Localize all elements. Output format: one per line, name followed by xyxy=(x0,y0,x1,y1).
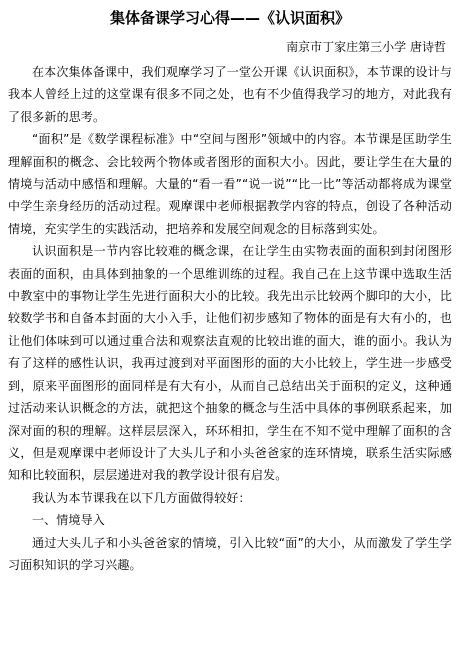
section-heading: 一、情境导入 xyxy=(32,513,105,528)
document-title: 集体备课学习心得——《认识面积》 xyxy=(109,9,350,27)
paragraph: 认识面积是一节内容比较难的概念课，在让学生由实物表面的面积到封闭图形表面的面积，由具体到抽象的一个思维训练的过程。我自己在上这节课中选取生活中教室中的事物让学生先进行面积大小的比较。我先出示比较两个脚印的大小，比较数学书和自备本封面的大小入手，让他们初步感知了物体的面是有大有小的，也让他们体味到可以通过重合法和观察法直观的比较出谁的面大，谁的面小。我认为有了这样的感性认识，我再过渡到对平面图形的面的大小比较上，学生进一步感受到，原来平面图形的面同样是有大有小，从而自己总结出关于面积的定义，这种通过活动来认识概念的方法，就把这个抽象的概念与生活中具体的事例联系起来，加深对面的积的理解。这样层层深入，环环相扣，学生在不知不觉中理解了面积的含义，但是观摩课中老师设计了大头儿子和小头爸爸家的连环情境，联系生活实际感知和比较面积，层层递进对我的教学设计很有启发。 xyxy=(8,244,452,483)
paragraph: 通过大头儿子和小头爸爸家的情境，引入比较“面”的大小，从而激发了学生学习面积知识的学习兴趣。 xyxy=(8,535,452,572)
paragraph: 在本次集体备课中，我们观摩学习了一堂公开课《认识面积》，本节课的设计与我本人曾经上过的这堂课有很多不同之处，也有不少值得我学习的地方，对此我有了很多新的思考。 xyxy=(8,65,452,124)
paragraph: 我认为本节课我在以下几方面做得较好： xyxy=(32,490,251,505)
paragraph: “面积”是《数学课程标准》中“空间与图形”领域中的内容。本节课是匡助学生理解面积的概念、会比较两个物体或者图形的面积大小。因此，要让学生在大量的情境与活动中感悟和理解。大量的“看一看”“说一说”“比一比”等活动都将成为课堂中学生亲身经历的活动过程。观摩课中老师根据教学内容的特点，创设了各种活动情境，充实学生的实践活动，把培养和发展空间观念的目标落到实处。 xyxy=(8,132,452,236)
author-line: 南京市丁家庄第三小学 唐诗哲 xyxy=(286,40,446,54)
